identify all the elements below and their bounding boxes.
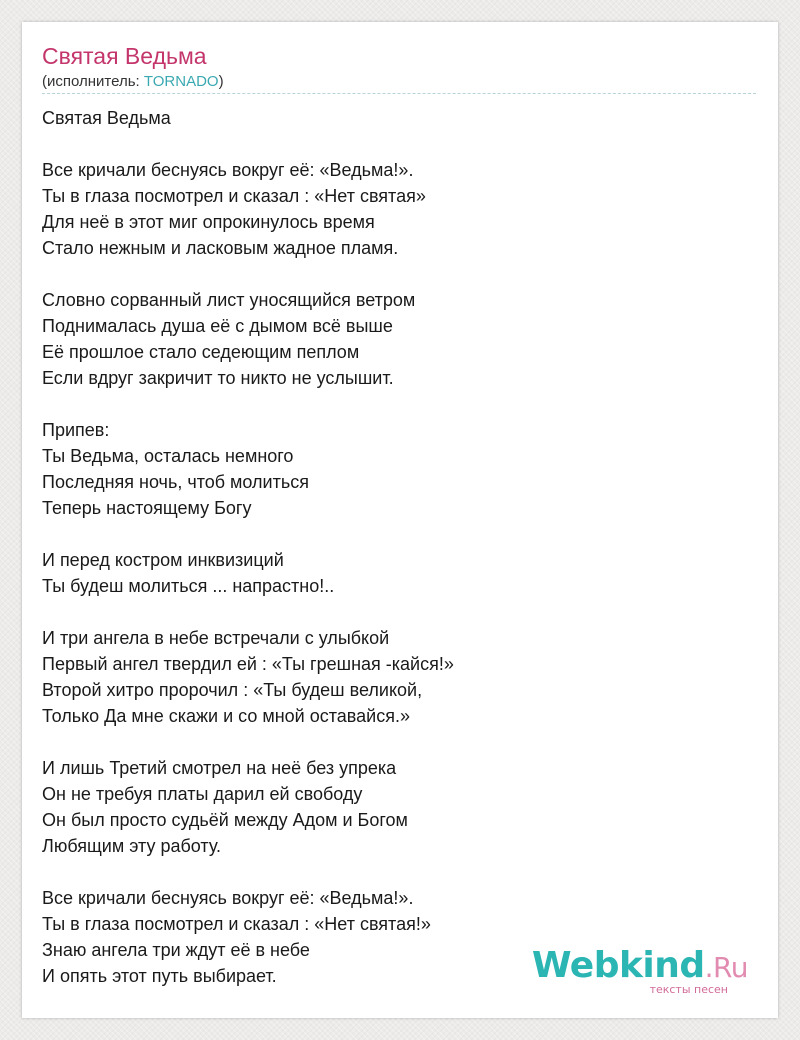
lyric-line: Ты в глаза посмотрел и сказал : «Нет святая»: [42, 186, 426, 206]
lyric-line: Для неё в этот миг опрокинулось время: [42, 212, 375, 232]
lyric-line: Любящим эту работу.: [42, 836, 222, 856]
lyric-line: Он не требуя платы дарил ей свободу: [42, 784, 363, 804]
lyric-line: Первый ангел твердил ей : «Ты грешная -кайся!»: [42, 654, 454, 674]
lyric-line: Все кричали беснуясь вокруг её: «Ведьма!».: [42, 160, 414, 180]
page-title: Святая Ведьма: [42, 43, 207, 69]
lyric-line: Последняя ночь, чтоб молиться: [42, 472, 309, 492]
lyric-line: Припев:: [42, 420, 110, 440]
lyric-line: Знаю ангела три ждут её в небе: [42, 940, 310, 960]
lyric-line: Ты в глаза посмотрел и сказал : «Нет святая!»: [42, 914, 431, 934]
stanza: [42, 287, 454, 391]
lyrics-text: [42, 105, 454, 1015]
stanza: [42, 625, 454, 729]
stanza: [42, 755, 454, 859]
divider: [42, 93, 756, 94]
lyric-line: Ты будеш молиться ... напрастно!..: [42, 576, 335, 596]
lyric-line: Поднималась душа её с дымом всё выше: [42, 316, 393, 336]
lyric-line: И три ангела в небе встречали с улыбкой: [42, 628, 390, 648]
lyric-line: Если вдруг закричит то никто не услышит.: [42, 368, 394, 388]
lyric-line: Он был просто судьёй между Адом и Богом: [42, 810, 408, 830]
lyric-line: Святая Ведьма: [42, 108, 171, 128]
site-logo[interactable]: [532, 947, 748, 996]
stanza: [42, 417, 454, 521]
lyric-line: Словно сорванный лист уносящийся ветром: [42, 290, 416, 310]
artist-line: [42, 73, 224, 91]
stanza: [42, 157, 454, 261]
stanza: [42, 547, 454, 599]
lyric-line: Её прошлое стало седеющим пеплом: [42, 342, 360, 362]
stanza: [42, 105, 454, 131]
lyric-line: Все кричали беснуясь вокруг её: «Ведьма!».: [42, 888, 414, 908]
lyric-line: И лишь Третий смотрел на неё без упрека: [42, 758, 397, 778]
lyrics-card: [22, 22, 778, 1018]
stanza: [42, 885, 454, 989]
artist-prefix: (исполнитель:: [42, 73, 144, 90]
logo-wordmark: Webkind.Ru: [531, 945, 748, 986]
lyric-line: Второй хитро пророчил : «Ты будеш великой,: [42, 680, 423, 700]
lyric-line: И опять этот путь выбирает.: [42, 966, 277, 986]
artist-link[interactable]: TORNADO: [143, 73, 219, 90]
lyric-line: Только Да мне скажи и со мной оставайся.»: [42, 706, 410, 726]
lyric-line: Стало нежным и ласковым жадное пламя.: [42, 238, 399, 258]
logo-tagline: тексты песен: [649, 983, 728, 996]
lyric-line: И перед костром инквизиций: [42, 550, 284, 570]
artist-suffix: ): [218, 73, 224, 90]
lyric-line: Ты Ведьма, осталась немного: [42, 446, 294, 466]
lyric-line: Теперь настоящему Богу: [42, 498, 252, 518]
